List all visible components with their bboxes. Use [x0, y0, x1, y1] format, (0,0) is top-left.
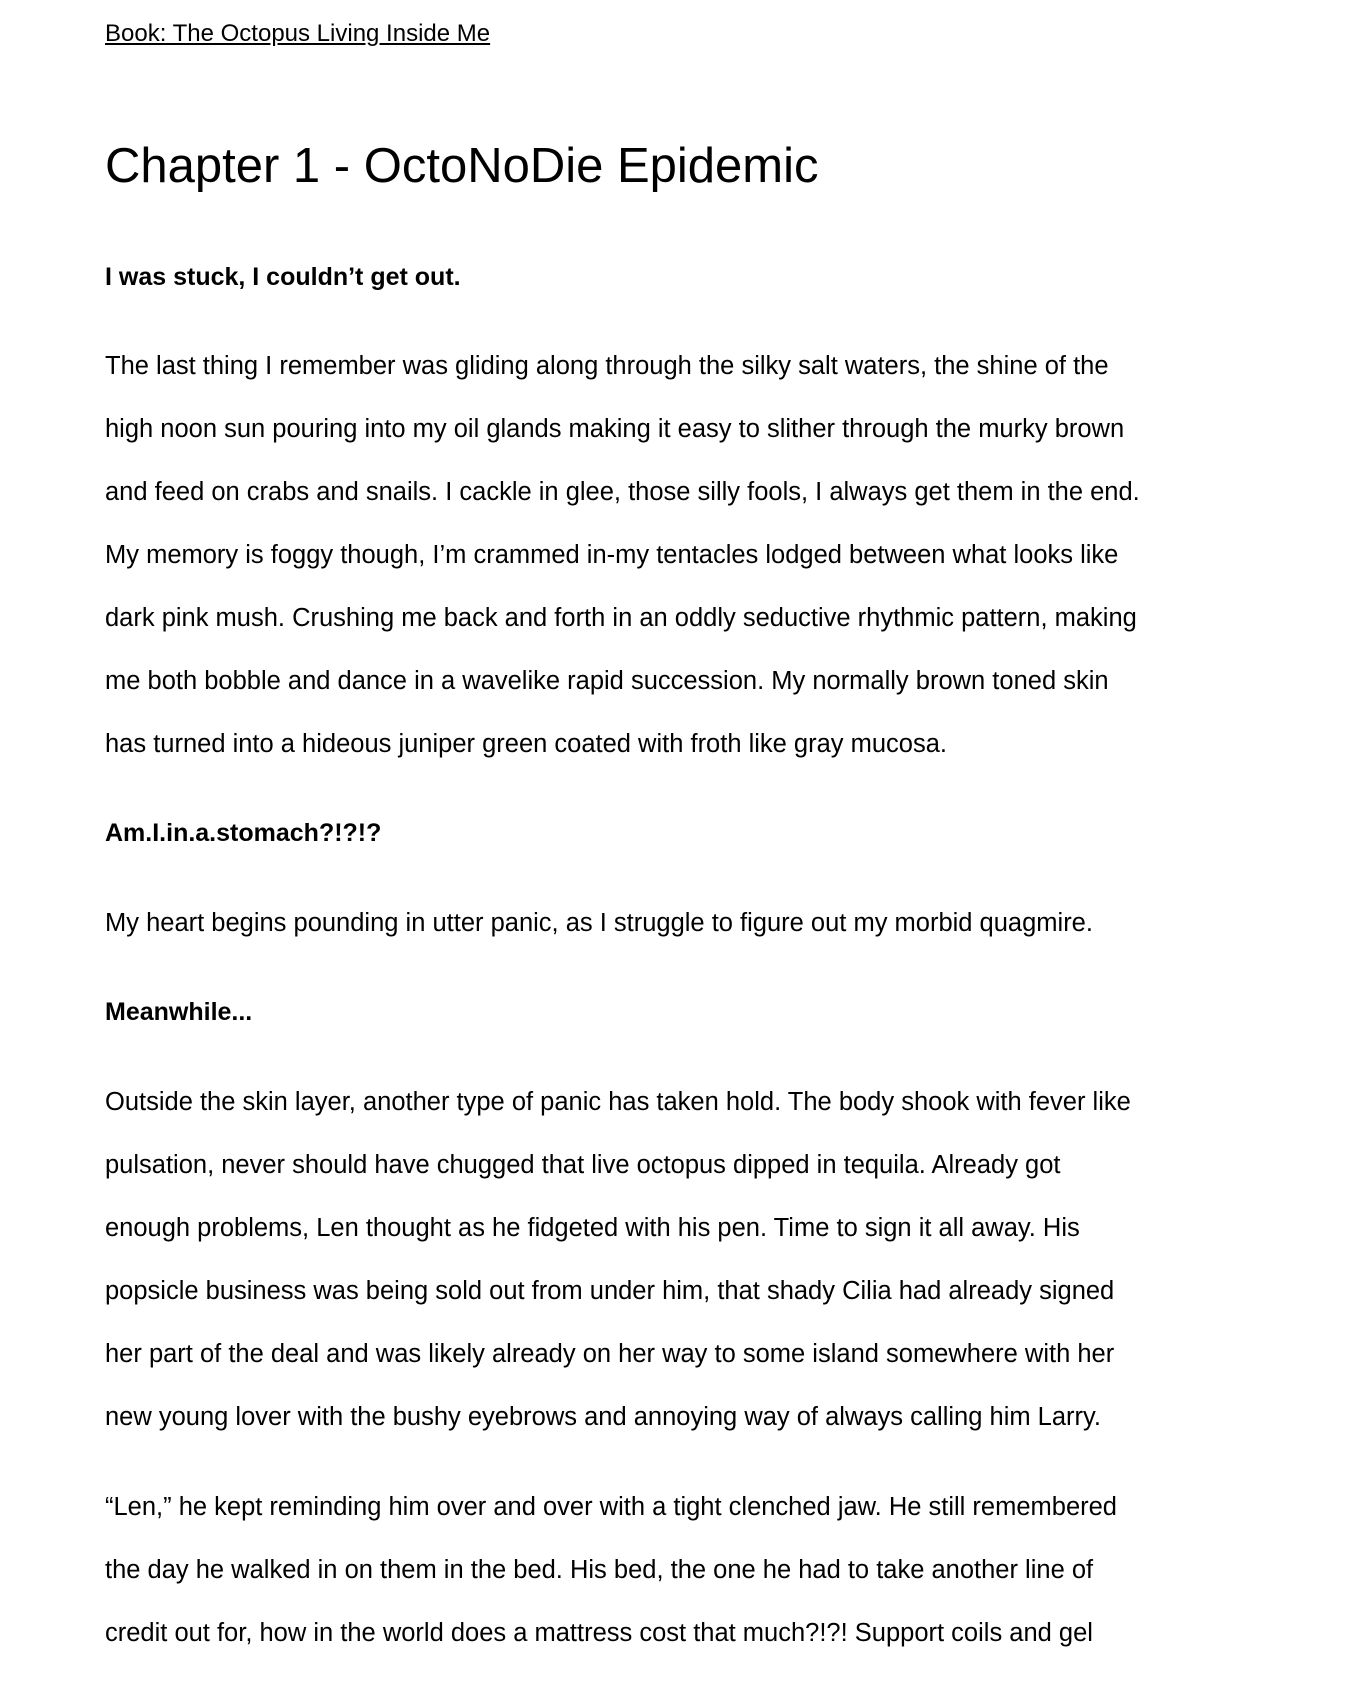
text-line: her part of the deal and was likely already on her way to some island somewhere with her	[105, 1340, 1115, 1368]
text-line: credit out for, how in the world does a mattress cost that much?!?! Support coils and gel	[105, 1619, 1093, 1647]
book-title-link[interactable]: Book: The Octopus Living Inside Me	[105, 20, 491, 47]
bold-heading-meanwhile: Meanwhile...	[105, 998, 253, 1026]
text-line: dark pink mush. Crushing me back and forth in an oddly seductive rhythmic pattern, making	[105, 604, 1137, 632]
bold-heading-stuck: I was stuck, I couldn’t get out.	[105, 263, 461, 291]
text-line: high noon sun pouring into my oil glands making it easy to slither through the murky brown	[105, 415, 1125, 443]
text-line: and feed on crabs and snails. I cackle in glee, those silly fools, I always get them in the end.	[105, 478, 1140, 506]
text-line: The last thing I remember was gliding along through the silky salt waters, the shine of the	[105, 352, 1109, 380]
paragraph-3	[105, 1071, 1131, 1449]
text-line: My memory is foggy though, I’m crammed in-my tentacles lodged between what looks like	[105, 541, 1119, 569]
text-line: My heart begins pounding in utter panic, as I struggle to figure out my morbid quagmire.	[105, 909, 1093, 937]
paragraph-1	[105, 335, 1140, 776]
text-line: has turned into a hideous juniper green coated with froth like gray mucosa.	[105, 730, 947, 758]
text-line: Outside the skin layer, another type of panic has taken hold. The body shook with fever like	[105, 1088, 1131, 1116]
paragraph-4	[105, 1476, 1117, 1665]
bold-heading-stomach: Am.I.in.a.stomach?!?!?	[105, 819, 382, 847]
text-line: new young lover with the bushy eyebrows and annoying way of always calling him Larry.	[105, 1403, 1101, 1431]
text-line: pulsation, never should have chugged that live octopus dipped in tequila. Already got	[105, 1151, 1061, 1179]
text-line: the day he walked in on them in the bed. His bed, the one he had to take another line of	[105, 1556, 1094, 1584]
text-line: me both bobble and dance in a wavelike rapid succession. My normally brown toned skin	[105, 667, 1109, 695]
text-line: popsicle business was being sold out from under him, that shady Cilia had already signed	[105, 1277, 1115, 1305]
text-line: “Len,” he kept reminding him over and over with a tight clenched jaw. He still remembered	[105, 1493, 1117, 1521]
text-line: enough problems, Len thought as he fidgeted with his pen. Time to sign it all away. His	[105, 1214, 1080, 1242]
chapter-title: Chapter 1 - OctoNoDie Epidemic	[105, 139, 819, 193]
paragraph-2	[105, 892, 1093, 955]
